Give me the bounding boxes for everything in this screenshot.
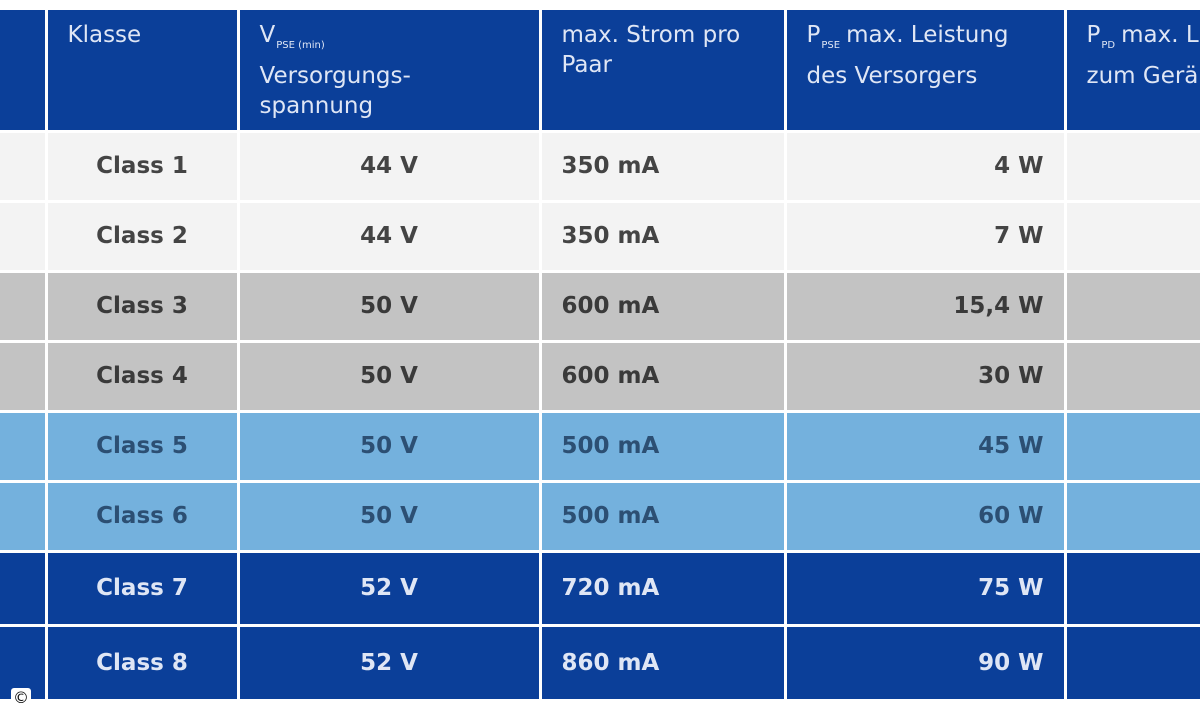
- header-ppse-subscript: PSE: [821, 40, 841, 51]
- row-stub-cell: [0, 131, 46, 201]
- cell-pd: [1065, 271, 1200, 341]
- cell-leistung: 45 W: [785, 411, 1065, 481]
- cell-klasse: Class 6: [46, 481, 238, 551]
- cell-klasse: Class 7: [46, 551, 238, 625]
- cell-klasse: Class 3: [46, 271, 238, 341]
- header-klasse-label: Klasse: [67, 22, 142, 48]
- copyright-icon: ©: [13, 688, 29, 707]
- header-ppd-subscript: PD: [1101, 40, 1116, 51]
- cell-klasse: Class 4: [46, 341, 238, 411]
- table-row-class-4: [0, 341, 1200, 411]
- cell-spannung: 44 V: [238, 201, 540, 271]
- header-max-strom: [540, 10, 785, 131]
- header-versorgungsspannung: [238, 10, 540, 131]
- row-stub-cell: [0, 411, 46, 481]
- header-ppd-symbol: P: [1086, 22, 1101, 48]
- header-ppd-leistung: [1065, 10, 1200, 131]
- header-stub-cell: [0, 10, 46, 131]
- table-row-class-5: [0, 411, 1200, 481]
- table-row-class-2: [0, 201, 1200, 271]
- cell-klasse: Class 2: [46, 201, 238, 271]
- cell-pd: [1065, 481, 1200, 551]
- cell-leistung: 75 W: [785, 551, 1065, 625]
- cell-spannung: 50 V: [238, 271, 540, 341]
- cell-spannung: 50 V: [238, 411, 540, 481]
- header-vpse-subscript: PSE (min): [276, 40, 325, 51]
- cell-leistung: 4 W: [785, 131, 1065, 201]
- table-row-class-1: [0, 131, 1200, 201]
- row-stub-cell: [0, 271, 46, 341]
- row-stub-cell: [0, 481, 46, 551]
- header-ppd-line2: zum Gerä: [1086, 63, 1199, 89]
- row-stub-cell: [0, 551, 46, 625]
- header-vpse-line3: spannung: [259, 93, 374, 119]
- row-stub-cell: [0, 201, 46, 271]
- header-strom-line2: Paar: [561, 52, 612, 78]
- cell-klasse: Class 1: [46, 131, 238, 201]
- table-row-class-8: [0, 625, 1200, 699]
- cell-strom: 350 mA: [540, 131, 785, 201]
- cell-leistung: 7 W: [785, 201, 1065, 271]
- header-ppse-symbol: P: [806, 22, 821, 48]
- cell-spannung: 52 V: [238, 551, 540, 625]
- cell-klasse: Class 8: [46, 625, 238, 699]
- cell-pd: [1065, 625, 1200, 699]
- cell-spannung: 52 V: [238, 625, 540, 699]
- cell-strom: 720 mA: [540, 551, 785, 625]
- table-row-class-7: [0, 551, 1200, 625]
- table-row-class-3: [0, 271, 1200, 341]
- cell-strom: 860 mA: [540, 625, 785, 699]
- cell-strom: 600 mA: [540, 341, 785, 411]
- header-row: [0, 10, 1200, 131]
- cell-leistung: 90 W: [785, 625, 1065, 699]
- cell-pd: [1065, 341, 1200, 411]
- header-ppd-line1: max. L: [1121, 22, 1199, 48]
- header-vpse-line2: Versorgungs-: [259, 63, 411, 89]
- poe-classes-table: [0, 10, 1200, 699]
- cell-strom: 350 mA: [540, 201, 785, 271]
- cell-spannung: 50 V: [238, 481, 540, 551]
- cell-pd: [1065, 201, 1200, 271]
- header-ppse-leistung: [785, 10, 1065, 131]
- table-row-class-6: [0, 481, 1200, 551]
- cell-strom: 500 mA: [540, 481, 785, 551]
- cell-klasse: Class 5: [46, 411, 238, 481]
- cell-pd: [1065, 411, 1200, 481]
- header-klasse: [46, 10, 238, 131]
- cell-strom: 600 mA: [540, 271, 785, 341]
- header-vpse-symbol: V: [259, 22, 276, 48]
- header-strom-line1: max. Strom pro: [561, 22, 741, 48]
- cell-spannung: 44 V: [238, 131, 540, 201]
- cell-spannung: 50 V: [238, 341, 540, 411]
- cell-leistung: 60 W: [785, 481, 1065, 551]
- header-ppse-line1: max. Leistung: [846, 22, 1009, 48]
- cell-strom: 500 mA: [540, 411, 785, 481]
- cell-pd: [1065, 131, 1200, 201]
- cell-leistung: 15,4 W: [785, 271, 1065, 341]
- row-stub-cell: [0, 341, 46, 411]
- cell-pd: [1065, 551, 1200, 625]
- cell-leistung: 30 W: [785, 341, 1065, 411]
- header-ppse-line2: des Versorgers: [806, 63, 978, 89]
